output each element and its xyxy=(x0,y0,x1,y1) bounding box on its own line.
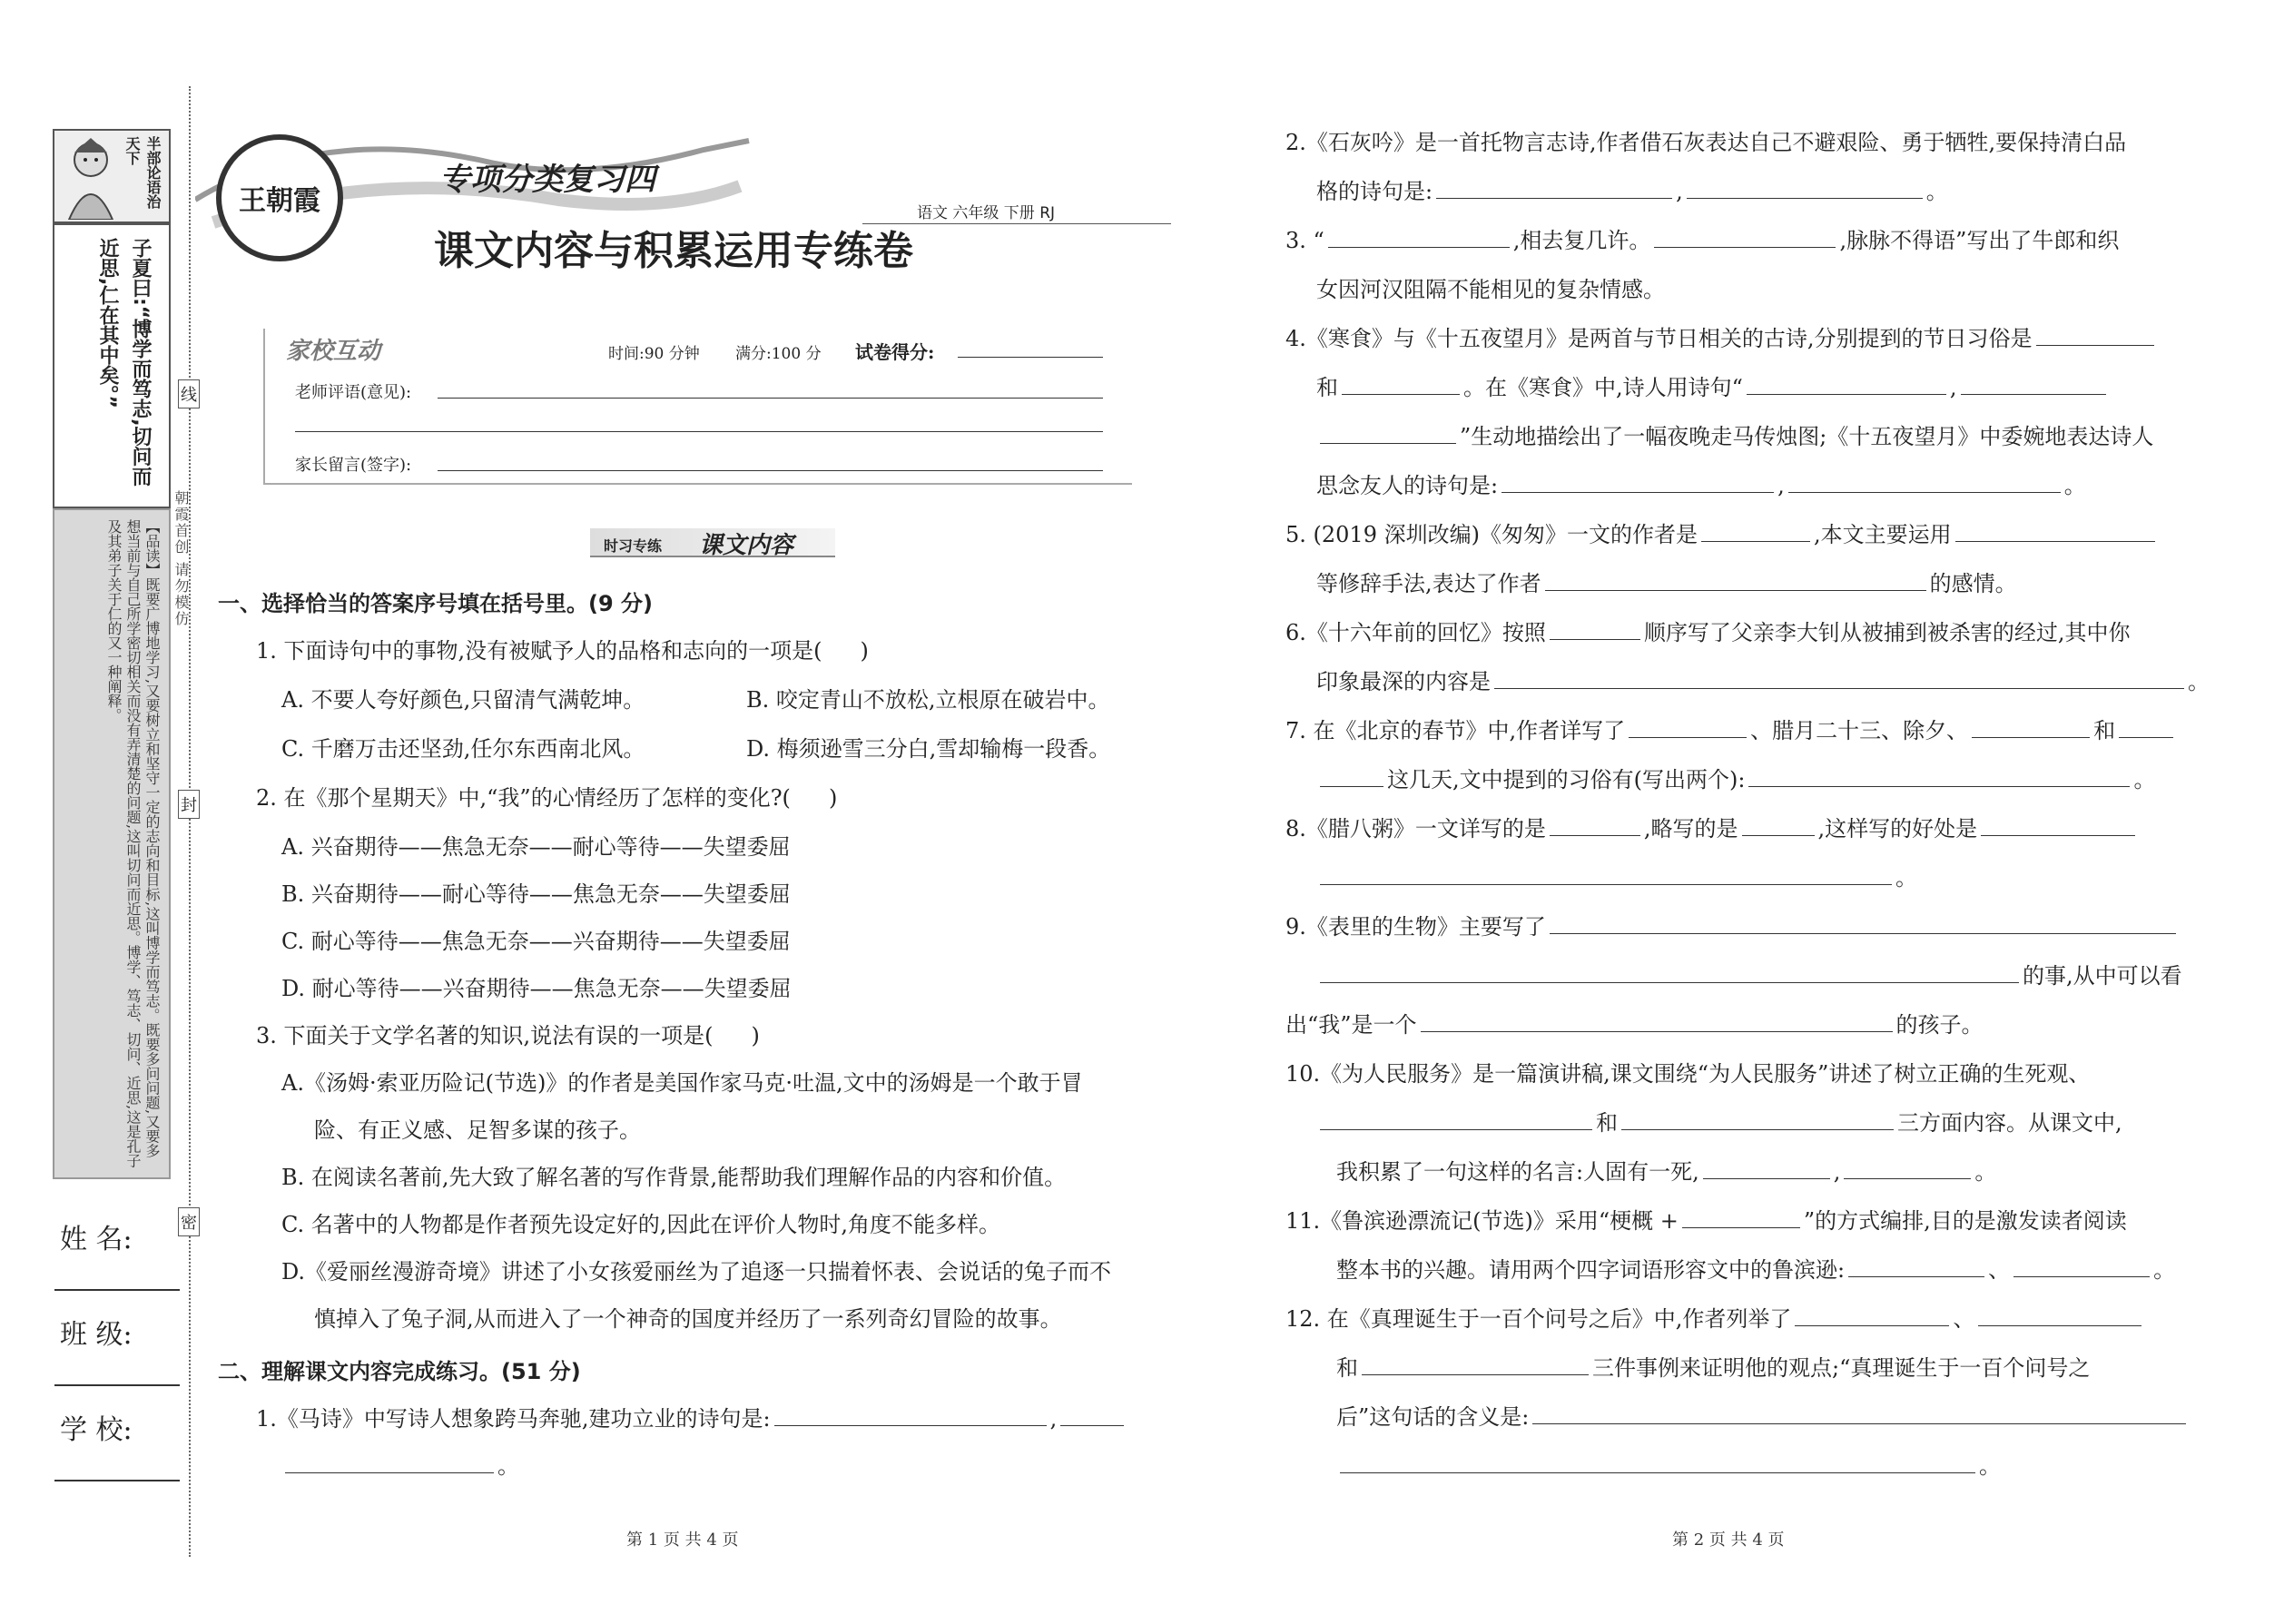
answer-line[interactable] xyxy=(1550,621,1640,640)
text: 、腊月二十三、除夕、 xyxy=(1750,718,1969,743)
text: 整本书的兴趣。请用两个四字词语形容文中的鲁滨逊: xyxy=(1336,1257,1846,1283)
q1-option-d: D. 梅须逊雪三分白,雪却输梅一段香。 xyxy=(746,736,1111,762)
subject-meta: 语文 六年级 下册 RJ xyxy=(917,204,1056,222)
right-q4 xyxy=(1285,325,2158,352)
text: 6.《十六年前的回忆》按照 xyxy=(1285,620,1546,645)
fill-question-1 xyxy=(256,1405,1127,1432)
text: 7. 在《北京的春节》中,作者详写了 xyxy=(1285,718,1626,743)
teacher-comment-label: 老师评语(意见): xyxy=(295,383,412,402)
answer-line[interactable] xyxy=(1687,180,1923,199)
text: ,略写的是 xyxy=(1643,816,1738,842)
answer-line[interactable] xyxy=(1060,1407,1124,1426)
answer-line[interactable] xyxy=(1532,1405,2186,1424)
q3-option-d: D.《爱丽丝漫游奇境》讲述了小女孩爱丽丝为了追逐一只揣着怀表、会说话的兔子而不 xyxy=(281,1259,1112,1284)
text: 9.《表里的生物》主要写了 xyxy=(1285,914,1546,940)
text: 8.《腊八粥》一文详写的是 xyxy=(1285,816,1546,842)
dun-comma: 、 xyxy=(1953,1306,1975,1332)
period: 。 xyxy=(2133,767,2156,792)
comma: , xyxy=(1049,1406,1058,1432)
text: 。在《寒食》中,诗人用诗句“ xyxy=(1463,375,1743,400)
dun-comma: 、 xyxy=(1988,1257,2011,1283)
quote-box xyxy=(53,223,171,508)
q3-option-a-cont: 险、有正义感、足智多谋的孩子。 xyxy=(314,1117,641,1143)
text: 格的诗句是: xyxy=(1316,179,1433,204)
text: 4.《寒食》与《十五夜望月》是两首与节日相关的古诗,分别提到的节日习俗是 xyxy=(1285,326,2033,351)
answer-line[interactable] xyxy=(1747,376,1946,395)
q1-option-b: B. 咬定青山不放松,立根原在破岩中。 xyxy=(746,687,1110,713)
answer-line[interactable] xyxy=(1682,1209,1800,1228)
answer-line[interactable] xyxy=(1436,180,1672,199)
text: 思念友人的诗句是: xyxy=(1316,473,1499,498)
right-q2: 2.《石灰吟》是一首托物言志诗,作者借石灰表达自己不避艰险、勇于牺牲,要保持清白品 xyxy=(1285,130,2127,155)
fold-note: 朝霞首创 请勿模仿 xyxy=(172,490,190,628)
right-q10-l3 xyxy=(1336,1158,1996,1186)
q3-option-c: C. 名著中的人物都是作者预先设定好的,因此在评价人物时,角度不能多样。 xyxy=(281,1212,1001,1237)
comma: , xyxy=(1949,375,1957,400)
text: 12. 在《真理诞生于一百个问号之后》中,作者列举了 xyxy=(1285,1306,1792,1332)
question-3 xyxy=(256,1022,760,1049)
answer-line[interactable] xyxy=(1320,1111,1592,1130)
text: 印象最深的内容是 xyxy=(1316,669,1491,694)
section-1-title: 一、选择恰当的答案序号填在括号里。(9 分) xyxy=(218,591,653,616)
school-field[interactable] xyxy=(54,1480,180,1481)
page-title: 课文内容与积累运用专练卷 xyxy=(434,228,913,274)
badge-text: 半部论语治天下 xyxy=(123,136,162,209)
right-q3 xyxy=(1285,227,2119,254)
right-q8-l2 xyxy=(1316,864,1917,891)
right-q10-l2 xyxy=(1316,1109,2122,1137)
text: 的感情。 xyxy=(1929,571,2017,596)
period: 。 xyxy=(2153,1257,2176,1283)
fold-char-1: 线 xyxy=(178,379,200,408)
class-label: 班 级: xyxy=(60,1319,133,1351)
right-q12-l2 xyxy=(1336,1354,2090,1382)
right-q4-l2 xyxy=(1316,374,2110,401)
answer-line[interactable] xyxy=(1320,425,1456,444)
right-q9 xyxy=(1285,913,2180,940)
brand-logo xyxy=(216,134,343,261)
exam-time: 时间:90 分钟 xyxy=(608,345,700,363)
note-text: 【品读】既要广博地学习,又要树立和坚守一定的志向和目标,这叫博学而笃志。既要多问问题,又要多想当前与自己所学密切相关而没有弄清楚的问题,这叫切问而近思。博学、笃志、切问、近思,这是孔子及其弟子关于仁的又一种阐释。 xyxy=(105,519,161,1168)
text: 5. (2019 深圳改编)《匆匆》一文的作者是 xyxy=(1285,522,1698,547)
text: 3. “ xyxy=(1285,228,1324,253)
interaction-label: 家校互动 xyxy=(286,338,381,365)
text: 等修辞手法,表达了作者 xyxy=(1316,571,1541,596)
teacher-comment-field[interactable] xyxy=(438,398,1103,399)
page-number-left: 第 1 页 共 4 页 xyxy=(626,1530,739,1550)
answer-line[interactable] xyxy=(1320,964,2019,983)
question-1 xyxy=(256,637,869,664)
question-1-text: 1. 下面诗句中的事物,没有被赋予人的品格和志向的一项是( xyxy=(256,638,822,664)
text: 和 xyxy=(1316,375,1338,400)
answer-line[interactable] xyxy=(1629,719,1747,738)
text: ”的方式编排,目的是激发读者阅读 xyxy=(1803,1208,2127,1234)
answer-line[interactable] xyxy=(1981,817,2135,836)
comma: , xyxy=(1777,473,1785,498)
text: ,本文主要运用 xyxy=(1813,522,1952,547)
q2-option-b: B. 兴奋期待——耐心等待——焦急无奈——失望委屈 xyxy=(281,881,791,907)
answer-line[interactable] xyxy=(1742,817,1815,836)
q2-option-c: C. 耐心等待——焦急无奈——兴奋期待——失望委屈 xyxy=(281,929,791,954)
answer-line[interactable] xyxy=(1340,1454,1975,1473)
q1-option-a: A. 不要人夸好颜色,只留清气满乾坤。 xyxy=(281,687,645,713)
right-q11-l2 xyxy=(1336,1256,2175,1284)
fold-line xyxy=(189,86,191,1557)
text: 三件事例来证明他的观点;“真理诞生于一百个问号之 xyxy=(1592,1355,2091,1381)
right-q9-l2 xyxy=(1316,962,2182,989)
right-q12-l4 xyxy=(1336,1452,2001,1480)
answer-line[interactable] xyxy=(1494,670,2184,689)
answer-line[interactable] xyxy=(1795,1307,1949,1326)
fold-char-3: 密 xyxy=(178,1207,200,1236)
answer-line[interactable] xyxy=(1550,817,1640,836)
answer-line[interactable] xyxy=(1362,1356,1589,1375)
period: 。 xyxy=(1925,179,1948,204)
q1-option-c: C. 千磨万击还坚劲,任尔东西南北风。 xyxy=(281,736,645,762)
question-3-text: 3. 下面关于文学名著的知识,说法有误的一项是( xyxy=(256,1023,714,1048)
right-q8 xyxy=(1285,815,2139,842)
text: 我积累了一句这样的名言:人固有一死, xyxy=(1336,1159,1699,1185)
period: 。 xyxy=(2188,669,2210,694)
right-q5 xyxy=(1285,521,2159,548)
school-label: 学 校: xyxy=(60,1414,133,1446)
name-label: 姓 名: xyxy=(60,1224,133,1255)
q3-option-d-cont: 慎掉入了兔子洞,从而进入了一个神奇的国度并经历了一系列奇幻冒险的故事。 xyxy=(314,1306,1062,1332)
answer-line[interactable] xyxy=(1550,915,2176,934)
answer-line[interactable] xyxy=(1848,1258,1984,1277)
text: 和 xyxy=(1596,1110,1618,1136)
right-q2-cont xyxy=(1316,178,1948,205)
page-number-right: 第 2 页 共 4 页 xyxy=(1672,1530,1785,1550)
answer-line[interactable] xyxy=(1328,229,1510,248)
fill-question-1-text: 1.《马诗》中写诗人想象跨马奔驰,建功立业的诗句是: xyxy=(256,1406,771,1432)
bracket-close-2: ) xyxy=(828,785,838,811)
teacher-comment-field-2[interactable] xyxy=(295,431,1103,432)
quote-text: 子夏曰:“博学而笃志,切问而近思,仁在其中矣。” xyxy=(96,238,152,487)
answer-line[interactable] xyxy=(1748,768,2130,787)
right-q7-l2 xyxy=(1316,766,2155,793)
exam-full-score: 满分:100 分 xyxy=(735,345,822,363)
text: 11.《鲁滨逊漂流记(节选)》采用“梗概 + xyxy=(1285,1208,1679,1234)
question-2-text: 2. 在《那个星期天》中,“我”的心情经历了怎样的变化?( xyxy=(256,785,791,811)
banner-big: 课文内容 xyxy=(699,532,794,559)
right-q5-l2 xyxy=(1316,570,2017,597)
text: 和 xyxy=(2093,718,2116,743)
parent-comment-field[interactable] xyxy=(438,470,1103,471)
section-2-title: 二、理解课文内容完成练习。(51 分) xyxy=(218,1359,581,1384)
q2-option-d: D. 耐心等待——兴奋期待——焦急无奈——失望委屈 xyxy=(281,976,792,1001)
right-q10: 10.《为人民服务》是一篇演讲稿,课文围绕“为人民服务”讲述了树立正确的生死观、 xyxy=(1285,1061,2091,1087)
header-rule xyxy=(862,223,1171,224)
text: 三方面内容。从课文中, xyxy=(1897,1110,2122,1136)
comma: , xyxy=(1833,1159,1841,1185)
fold-char-2: 封 xyxy=(178,790,200,819)
answer-line[interactable] xyxy=(1545,572,1926,591)
text: 出“我”是一个 xyxy=(1285,1012,1417,1038)
right-q9-l3 xyxy=(1285,1011,1984,1038)
question-2 xyxy=(256,784,837,812)
answer-line[interactable] xyxy=(1978,1307,2141,1326)
brand-text: 王朝霞 xyxy=(239,185,320,217)
fill-question-1-cont xyxy=(281,1452,519,1480)
period: 。 xyxy=(1979,1453,2001,1479)
answer-line[interactable] xyxy=(1320,768,1383,787)
answer-line[interactable] xyxy=(1972,719,2090,738)
confucius-portrait-icon xyxy=(56,133,129,220)
answer-line[interactable] xyxy=(1342,376,1460,395)
period: 。 xyxy=(2063,473,2086,498)
text: ,这样写的好处是 xyxy=(1817,816,1978,842)
right-q11 xyxy=(1285,1207,2127,1235)
name-field[interactable] xyxy=(54,1289,180,1291)
answer-line[interactable] xyxy=(1654,229,1836,248)
text: 这几天,文中提到的习俗有(写出两个): xyxy=(1387,767,1746,792)
exam-score-label: 试卷得分: xyxy=(855,341,935,363)
period: 。 xyxy=(1974,1159,1997,1185)
parent-comment-label: 家长留言(签字): xyxy=(295,456,412,475)
note-box xyxy=(53,508,171,1179)
answer-line[interactable] xyxy=(2013,1258,2150,1277)
text: 顺序写了父亲李大钊从被捕到被杀害的经过,其中你 xyxy=(1643,620,2131,645)
answer-line[interactable] xyxy=(1621,1111,1894,1130)
class-field[interactable] xyxy=(54,1384,180,1386)
comma: , xyxy=(1676,179,1683,204)
q3-option-b: B. 在阅读名著前,先大致了解名著的写作背景,能帮助我们理解作品的内容和价值。 xyxy=(281,1165,1067,1190)
answer-line[interactable] xyxy=(1501,474,1774,493)
answer-line[interactable] xyxy=(1955,523,2155,542)
right-q6 xyxy=(1285,619,2131,646)
bracket-close-1: ) xyxy=(860,638,869,664)
text: ”生动地描绘出了一幅夜晚走马传烛图;《十五夜望月》中委婉地表达诗人 xyxy=(1460,424,2154,449)
period: 。 xyxy=(1895,865,1917,891)
answer-line[interactable] xyxy=(1421,1013,1893,1032)
right-q4-l3 xyxy=(1316,423,2153,450)
text: 和 xyxy=(1336,1355,1358,1381)
sidebar-portrait-box xyxy=(53,129,171,223)
series-title: 专项分类复习四 xyxy=(439,162,655,198)
answer-line[interactable] xyxy=(1961,376,2106,395)
right-q6-l2 xyxy=(1316,668,2210,695)
text: ,脉脉不得语”写出了牛郎和织 xyxy=(1839,228,2120,253)
text: 后”这句话的含义是: xyxy=(1336,1404,1530,1430)
exam-score-field[interactable] xyxy=(958,357,1103,358)
right-q12-l3 xyxy=(1336,1403,2190,1431)
bracket-close-3: ) xyxy=(751,1023,760,1048)
answer-line[interactable] xyxy=(1788,474,2061,493)
answer-line[interactable] xyxy=(2119,719,2173,738)
right-q7 xyxy=(1285,717,2177,744)
period: 。 xyxy=(497,1453,519,1479)
answer-line[interactable] xyxy=(1844,1160,1971,1179)
q2-option-a: A. 兴奋期待——焦急无奈——耐心等待——失望委屈 xyxy=(281,834,791,860)
right-q4-l4 xyxy=(1316,472,2086,499)
text: ,相去复几许。 xyxy=(1512,228,1651,253)
right-q3-cont: 女因河汉阻隔不能相见的复杂情感。 xyxy=(1316,277,1665,302)
answer-line[interactable] xyxy=(1701,523,1810,542)
q3-option-a: A.《汤姆·索亚历险记(节选)》的作者是美国作家马克·吐温,文中的汤姆是一个敢于冒 xyxy=(281,1070,1083,1096)
text: 的事,从中可以看 xyxy=(2023,963,2182,989)
right-q12 xyxy=(1285,1305,2145,1333)
answer-line[interactable] xyxy=(1703,1160,1830,1179)
banner-small: 时习专练 xyxy=(604,537,663,555)
answer-line[interactable] xyxy=(774,1407,1047,1426)
text: 的孩子。 xyxy=(1895,1012,1984,1038)
answer-line[interactable] xyxy=(1320,866,1892,885)
answer-line[interactable] xyxy=(2036,327,2154,346)
answer-line[interactable] xyxy=(285,1454,494,1473)
